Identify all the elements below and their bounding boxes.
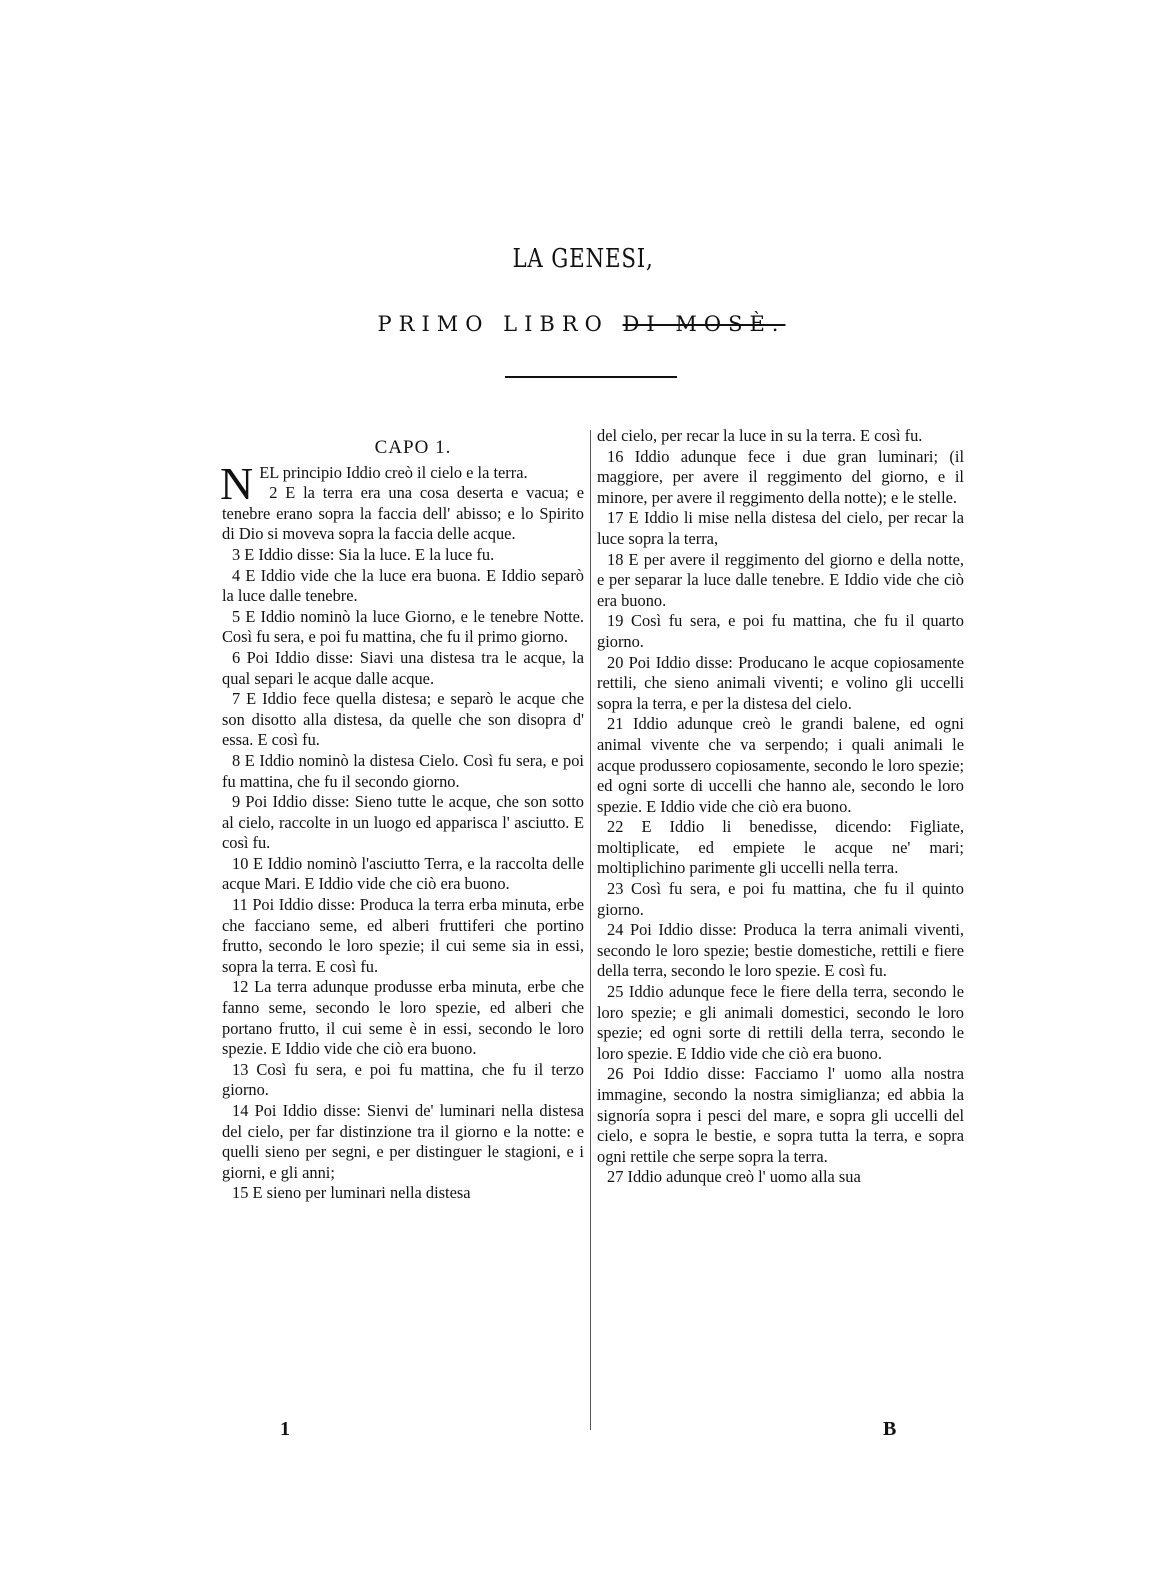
chapter-heading: CAPO 1. [374, 437, 452, 458]
verse: 17 E Iddio li mise nella distesa del cielo, per recar la luce sopra la terra, [597, 508, 964, 548]
page-subtitle [0, 312, 1163, 336]
verse: 15 E sieno per luminari nella distesa [232, 1183, 471, 1203]
verse: 10 E Iddio nominò l'asciutto Terra, e la raccolta delle acque Mari. E Iddio vide che ciò era buono. [222, 853, 584, 894]
column-divider [590, 430, 591, 1430]
verse: 7 E Iddio fece quella distesa; e separò le acque che son disotto alla distesa, da quelle che son disopra d' essa. E così fu. [222, 689, 584, 750]
drop-capital: N [220, 457, 254, 509]
verse: 2 E la terra era una cosa deserta e vacua; e tenebre erano sopra la faccia dell' abisso; e lo Spirito di Dio si moveva sopra la faccia delle acque. [222, 483, 584, 544]
verse: 16 Iddio adunque fece i due gran luminari; (il maggiore, per avere il reggimento del giorno, e il minore, per avere il reggimento della notte); e le stelle. [597, 446, 964, 507]
verse: 22 E Iddio li benedisse, dicendo: Figliate, moltiplicate, ed empiete le acque ne' mari; moltiplichino parimente gli uccelli nella terra. [597, 817, 964, 878]
verse: 19 Così fu sera, e poi fu mattina, che fu il quarto giorno. [597, 611, 964, 651]
page-title: LA GENESI, [512, 244, 654, 274]
verse: 8 E Iddio nominò la distesa Cielo. Così fu sera, e poi fu mattina, che fu il secondo giorno. [222, 750, 584, 791]
verse: 4 E Iddio vide che la luce era buona. E Iddio separò la luce dalle tenebre. [222, 565, 584, 606]
verse: 13 Così fu sera, e poi fu mattina, che fu il terzo giorno. [222, 1059, 584, 1100]
verse: 27 Iddio adunque creò l' uomo alla sua [607, 1167, 861, 1187]
verse-1-text: EL principio Iddio creò il cielo e la terra. [259, 462, 528, 482]
verse: 14 Poi Iddio disse: Sienvi de' luminari nella distesa del cielo, per far distinzione tra il giorno e la notte: e quelli sieno per segni, e per distinguer le stagioni, e i giorni, e gli anni; [222, 1101, 584, 1182]
verse: 20 Poi Iddio disse: Producano le acque copiosamente rettili, che sieno animali viventi; e volino gli uccelli sopra la terra, e per la distesa del cielo. [597, 652, 964, 713]
right-column [597, 426, 964, 1188]
verse: 5 E Iddio nominò la luce Giorno, e le tenebre Notte. Così fu sera, e poi fu mattina, che fu il primo giorno. [222, 606, 584, 647]
title-rule [505, 376, 677, 378]
verse: 21 Iddio adunque creò le grandi balene, ed ogni animal vivente che va serpendo; i quali animali le acque produssero copiosamente, secondo le loro spezie; ed ogni sorte di uccelli che hanno ale, secondo le loro spezie. E Iddio vide che ciò era buono. [597, 714, 964, 816]
verse: 23 Così fu sera, e poi fu mattina, che fu il quinto giorno. [597, 879, 964, 919]
verse: 25 Iddio adunque fece le fiere della terra, secondo le loro spezie; e gli animali domestici, secondo le loro spezie; ed ogni sorte di rettili della terra, secondo le loro spezie. E Iddio vide che ciò era buono. [597, 982, 964, 1063]
verse: 3 E Iddio disse: Sia la luce. E la luce fu. [232, 544, 495, 564]
verse-1 [220, 457, 584, 509]
verse: 24 Poi Iddio disse: Produca la terra animali viventi, secondo le loro spezie; bestie domestiche, rettili e fiere della terra, secondo le loro spezie. E così fu. [597, 920, 964, 981]
subtitle-main: PRIMO LIBRO [377, 312, 609, 336]
left-column [222, 438, 584, 1204]
verse: 9 Poi Iddio disse: Sieno tutte le acque, che son sotto al cielo, raccolte in un luogo ed apparisca l' asciutto. E così fu. [222, 792, 584, 853]
verse: 12 La terra adunque produsse erba minuta, erbe che fanno seme, secondo le loro spezie, ed alberi che portano frutto, il cui seme è in essi, secondo le loro spezie. E Iddio vide che ciò era buono. [222, 977, 584, 1059]
verse: 18 E per avere il reggimento del giorno e della notte, e per separar la luce dalle tenebre. E Iddio vide che ciò era buono. [597, 549, 964, 610]
subtitle-struck: DI MOSÈ. [622, 312, 786, 336]
page-number: 1 [280, 1418, 290, 1440]
verse-continuation: del cielo, per recar la luce in su la terra. E così fu. [597, 426, 923, 445]
verse: 11 Poi Iddio disse: Produca la terra erba minuta, erbe che facciano seme, ed alberi fruttiferi che portino frutto, secondo le loro spezie; il cui seme sia in essi, sopra la terra. E così fu. [222, 895, 584, 976]
signature-mark: B [883, 1418, 897, 1440]
verse: 26 Poi Iddio disse: Facciamo l' uomo alla nostra immagine, secondo la nostra simiglianza; ed abbia la signoría sopra i pesci del mare, e sopra gli uccelli del cielo, e sopra le bestie, e sopra tutta la terra, e sopra ogni rettile che serpe sopra la terra. [597, 1064, 964, 1166]
verse: 6 Poi Iddio disse: Siavi una distesa tra le acque, la qual separi le acque dalle acque. [222, 647, 584, 688]
